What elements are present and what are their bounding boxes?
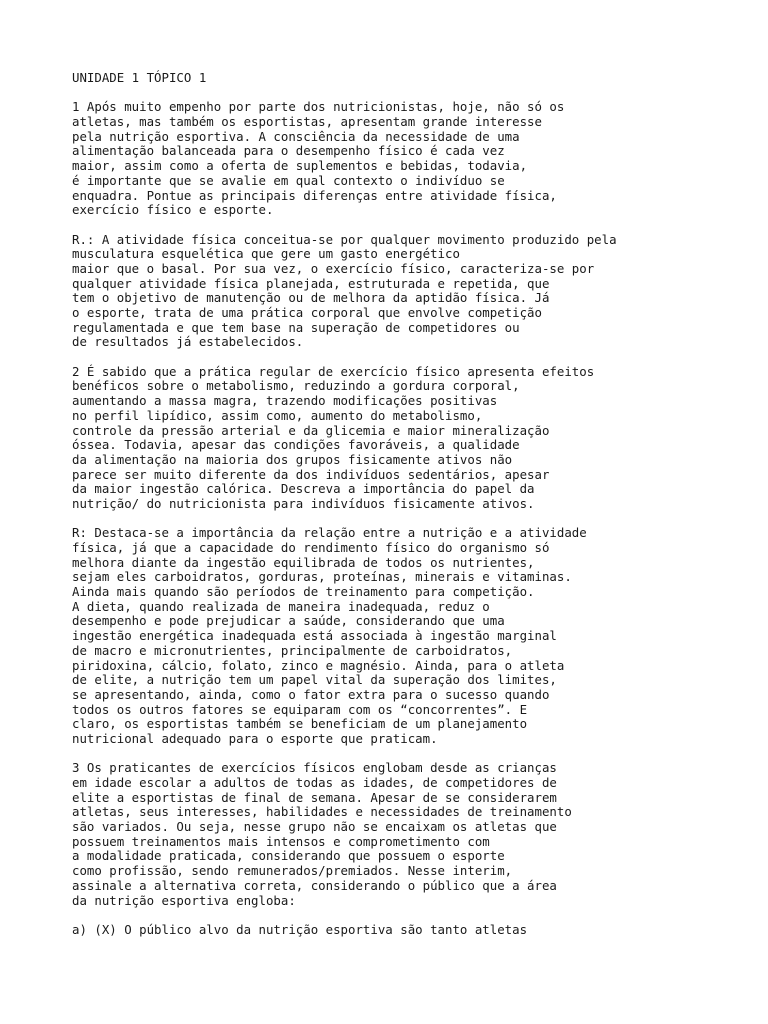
answer-line: A dieta, quando realizada de maneira inadequada, reduz o bbox=[72, 598, 490, 614]
question-line: assinale a alternativa correta, considerando o público que a área bbox=[72, 877, 557, 893]
question-line: maior, assim como a oferta de suplementos e bebidas, todavia, bbox=[72, 158, 528, 174]
question-line: 1 Após muito empenho por parte dos nutricionistas, hoje, não só os bbox=[72, 99, 565, 115]
answer-line: tem o objetivo de manutenção ou de melhora da aptidão física. Já bbox=[72, 290, 550, 306]
question-line: no perfil lipídico, assim como, aumento do metabolismo, bbox=[72, 407, 483, 423]
answer-line: claro, os esportistas também se beneficiam de um planejamento bbox=[72, 716, 528, 732]
question-line: 3 Os praticantes de exercícios físicos englobam desde as crianças bbox=[72, 760, 557, 776]
question-paragraph bbox=[72, 365, 732, 512]
question-line: em idade escolar a adultos de todas as idades, de competidores de bbox=[72, 775, 557, 790]
question-paragraph bbox=[72, 100, 732, 218]
paragraph-spacer bbox=[72, 350, 732, 365]
answer-line: musculatura esquelética que gere um gasto energético bbox=[72, 246, 460, 262]
question-line: aumentando a massa magra, trazendo modificações positivas bbox=[72, 393, 498, 409]
answer-line: qualquer atividade física planejada, estruturada e repetida, que bbox=[72, 275, 550, 291]
question-line: atletas, seus interesses, habilidades e necessidades de treinamento bbox=[72, 804, 572, 820]
question-line: da maior ingestão calórica. Descreva a importância do papel da bbox=[72, 481, 535, 497]
question-line: benéficos sobre o metabolismo, reduzindo a gordura corporal, bbox=[72, 378, 520, 394]
answer-line: se apresentando, ainda, como o fator extra para o sucesso quando bbox=[72, 686, 550, 702]
question-line: elite a esportistas de final de semana. Apesar de se considerarem bbox=[72, 789, 557, 805]
question-paragraph bbox=[72, 761, 732, 908]
question-line: alimentação balanceada para o desempenho físico é cada vez bbox=[72, 143, 505, 159]
document-page bbox=[72, 71, 732, 938]
document-body bbox=[72, 100, 732, 937]
question-line: enquadra. Pontue as principais diferenças entre atividade física, bbox=[72, 187, 557, 203]
paragraph-spacer bbox=[72, 908, 732, 923]
question-line: pela nutrição esportiva. A consciência da necessidade de uma bbox=[72, 128, 520, 144]
question-line: é importante que se avalie em qual contexto o indivíduo se bbox=[72, 172, 505, 188]
question-line: parece ser muito diferente da dos indivíduos sedentários, apesar bbox=[72, 466, 550, 482]
question-line: nutrição/ do nutricionista para indivíduos fisicamente ativos. bbox=[72, 495, 535, 511]
question-line: da alimentação na maioria dos grupos fisicamente ativos não bbox=[72, 451, 513, 467]
answer-line: todos os outros fatores se equiparam com os “concorrentes”. E bbox=[72, 701, 528, 717]
answer-line: o esporte, trata de uma prática corporal que envolve competição bbox=[72, 305, 542, 320]
document-heading: UNIDADE 1 TÓPICO 1 bbox=[72, 70, 207, 85]
answer-line: melhora diante da ingestão equilibrada de todos os nutrientes, bbox=[72, 554, 535, 570]
answer-line: maior que o basal. Por sua vez, o exercício físico, caracteriza-se por bbox=[72, 260, 595, 276]
paragraph-spacer bbox=[72, 747, 732, 762]
answer-line: física, já que a capacidade do rendimento físico do organismo só bbox=[72, 540, 550, 555]
question-line: exercício físico e esporte. bbox=[72, 202, 274, 218]
answer-paragraph bbox=[72, 526, 732, 746]
question-line: possuem treinamentos mais intensos e comprometimento com bbox=[72, 833, 490, 849]
answer-line: de macro e micronutrientes, principalmente de carboidratos, bbox=[72, 642, 513, 658]
question-line: são variados. Ou seja, nesse grupo não se encaixam os atletas que bbox=[72, 819, 557, 835]
answer-line: piridoxina, cálcio, folato, zinco e magnésio. Ainda, para o atleta bbox=[72, 657, 565, 673]
answer-line: de resultados já estabelecidos. bbox=[72, 334, 304, 350]
answer-line: regulamentada e que tem base na superação de competidores ou bbox=[72, 319, 520, 335]
answer-line: R.: A atividade física conceitua-se por qualquer movimento produzido pela bbox=[72, 231, 617, 247]
answer-line: R: Destaca-se a importância da relação entre a nutrição e a atividade bbox=[72, 525, 587, 541]
answer-line: nutricional adequado para o esporte que praticam. bbox=[72, 730, 438, 746]
answer-line: ingestão energética inadequada está associada à ingestão marginal bbox=[72, 628, 557, 644]
paragraph-spacer bbox=[72, 512, 732, 527]
paragraph-spacer bbox=[72, 86, 732, 101]
paragraph-spacer bbox=[72, 218, 732, 233]
answer-line: Ainda mais quando são períodos de treinamento para competição. bbox=[72, 584, 535, 600]
question-line: da nutrição esportiva engloba: bbox=[72, 892, 296, 908]
question-line: atletas, mas também os esportistas, apresentam grande interesse bbox=[72, 114, 542, 130]
question-line: óssea. Todavia, apesar das condições favoráveis, a qualidade bbox=[72, 437, 520, 453]
question-line: como profissão, sendo remunerados/premiados. Nesse interim, bbox=[72, 863, 513, 879]
answer-paragraph bbox=[72, 233, 732, 351]
question-line: 2 É sabido que a prática regular de exercício físico apresenta efeitos bbox=[72, 363, 595, 379]
question-line: controle da pressão arterial e da glicemia e maior mineralização bbox=[72, 422, 550, 438]
option-paragraph bbox=[72, 923, 732, 938]
answer-line: sejam eles carboidratos, gorduras, proteínas, minerais e vitaminas. bbox=[72, 569, 572, 585]
answer-line: de elite, a nutrição tem um papel vital da superação dos limites, bbox=[72, 672, 557, 688]
question-line: a modalidade praticada, considerando que possuem o esporte bbox=[72, 848, 505, 864]
answer-line: desempenho e pode prejudicar a saúde, considerando que uma bbox=[72, 613, 505, 629]
option-line: a) (X) O público alvo da nutrição esportiva são tanto atletas bbox=[72, 921, 528, 937]
